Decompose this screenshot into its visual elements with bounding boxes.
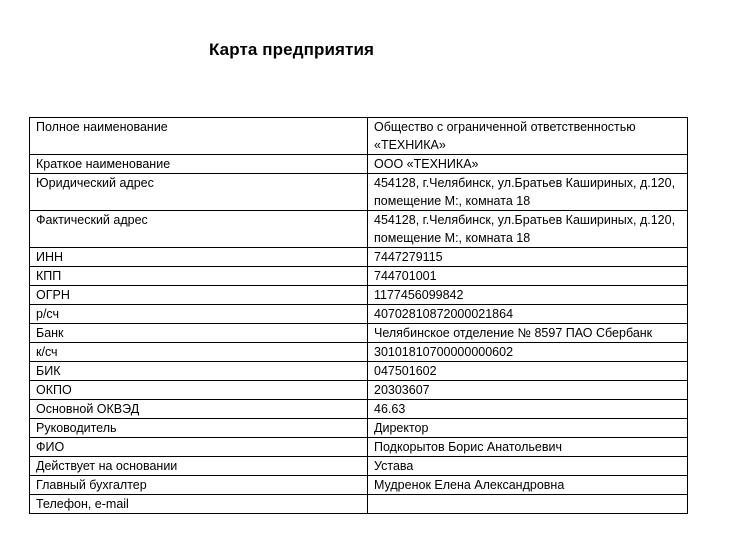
row-value: 30101810700000000602 — [368, 343, 688, 362]
row-label: Фактический адрес — [30, 211, 368, 248]
row-value: 454128, г.Челябинск, ул.Братьев Кашириных, д.120, помещение М:, комната 18 — [368, 211, 688, 248]
page-title: Карта предприятия — [209, 40, 375, 59]
table-row-bank — [30, 324, 688, 343]
row-label: Основной ОКВЭД — [30, 400, 368, 419]
table-row-kpp — [30, 267, 688, 286]
row-value: 40702810872000021864 — [368, 305, 688, 324]
row-label: ОКПО — [30, 381, 368, 400]
row-label: ФИО — [30, 438, 368, 457]
row-value: Челябинское отделение № 8597 ПАО Сбербанк — [368, 324, 688, 343]
row-value: Общество с ограниченной ответственностью «ТЕХНИКА» — [368, 118, 688, 155]
table-row-chief-accountant — [30, 476, 688, 495]
row-value: Директор — [368, 419, 688, 438]
row-value: 744701001 — [368, 267, 688, 286]
table-row-bik — [30, 362, 688, 381]
table-row-full-name — [30, 118, 688, 155]
row-value: 1177456099842 — [368, 286, 688, 305]
row-label: БИК — [30, 362, 368, 381]
table-row-head — [30, 419, 688, 438]
row-value: 047501602 — [368, 362, 688, 381]
table-row-ogrn — [30, 286, 688, 305]
row-value: 454128, г.Челябинск, ул.Братьев Кашириных, д.120, помещение М:, комната 18 — [368, 174, 688, 211]
table-row-short-name — [30, 155, 688, 174]
row-label: Телефон, e-mail — [30, 495, 368, 514]
company-card-table — [29, 117, 688, 514]
row-label: Главный бухгалтер — [30, 476, 368, 495]
row-label: Действует на основании — [30, 457, 368, 476]
row-value: 46.63 — [368, 400, 688, 419]
table-row-full-name-person — [30, 438, 688, 457]
table-row-settlement-account — [30, 305, 688, 324]
row-label: ИНН — [30, 248, 368, 267]
row-value: 7447279115 — [368, 248, 688, 267]
table-row-acting-basis — [30, 457, 688, 476]
table-row-actual-address — [30, 211, 688, 248]
row-label: КПП — [30, 267, 368, 286]
row-value: Устава — [368, 457, 688, 476]
row-label: к/сч — [30, 343, 368, 362]
table-row-legal-address — [30, 174, 688, 211]
row-value: ООО «ТЕХНИКА» — [368, 155, 688, 174]
row-value: 20303607 — [368, 381, 688, 400]
row-label: Банк — [30, 324, 368, 343]
row-label: Юридический адрес — [30, 174, 368, 211]
table-row-corr-account — [30, 343, 688, 362]
table-row-okved — [30, 400, 688, 419]
row-label: р/сч — [30, 305, 368, 324]
row-value: Подкорытов Борис Анатольевич — [368, 438, 688, 457]
row-label: Краткое наименование — [30, 155, 368, 174]
row-label: Руководитель — [30, 419, 368, 438]
row-value — [368, 495, 688, 514]
row-label: ОГРН — [30, 286, 368, 305]
row-label: Полное наименование — [30, 118, 368, 155]
table-row-okpo — [30, 381, 688, 400]
row-value: Мудренок Елена Александровна — [368, 476, 688, 495]
table-row-contacts — [30, 495, 688, 514]
table-row-inn — [30, 248, 688, 267]
